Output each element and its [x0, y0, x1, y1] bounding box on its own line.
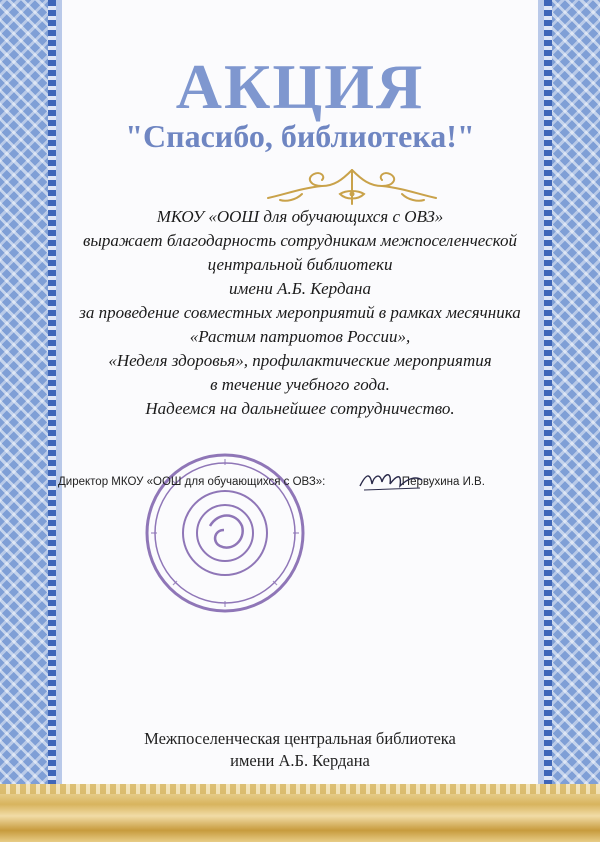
- left-ornamental-border: [0, 0, 62, 842]
- gold-filigree-ornament-icon: [262, 164, 442, 208]
- text-line: за проведение совместных мероприятий в рамках месячника: [79, 303, 521, 322]
- gratitude-text: [72, 205, 528, 421]
- text-line: Надеемся на дальнейшее сотрудничество.: [145, 399, 455, 418]
- text-line: в течение учебного года.: [210, 375, 390, 394]
- signatory-name: Первухина И.В.: [401, 476, 485, 488]
- text-line: выражает благодарность сотрудникам межпоселенческой: [83, 231, 517, 250]
- page-title: АКЦИЯ: [175, 51, 425, 122]
- text-line: «Неделя здоровья», профилактические мероприятия: [108, 351, 492, 370]
- signature-caption: Директор МКОУ «ООШ для обучающихся с ОВЗ»:: [58, 476, 326, 488]
- bottom-gold-band: [0, 784, 600, 842]
- footer-signature: [0, 728, 600, 772]
- round-stamp-icon: [140, 448, 310, 618]
- right-ornamental-border: [538, 0, 600, 842]
- director-signature-line: [58, 476, 600, 488]
- text-line: центральной библиотеки: [207, 255, 393, 274]
- text-line: МКОУ «ООШ для обучающихся с ОВЗ»: [156, 207, 444, 226]
- text-line: «Растим патриотов России»,: [189, 327, 411, 346]
- text-line: имени А.Б. Кердана: [229, 279, 371, 298]
- page-subtitle: "Спасибо, библиотека!": [125, 118, 475, 154]
- certificate-content: [62, 0, 538, 784]
- footer-line: Межпоселенческая центральная библиотека: [144, 729, 456, 748]
- footer-line: имени А.Б. Кердана: [230, 751, 370, 770]
- handwritten-signature-icon: [356, 466, 426, 494]
